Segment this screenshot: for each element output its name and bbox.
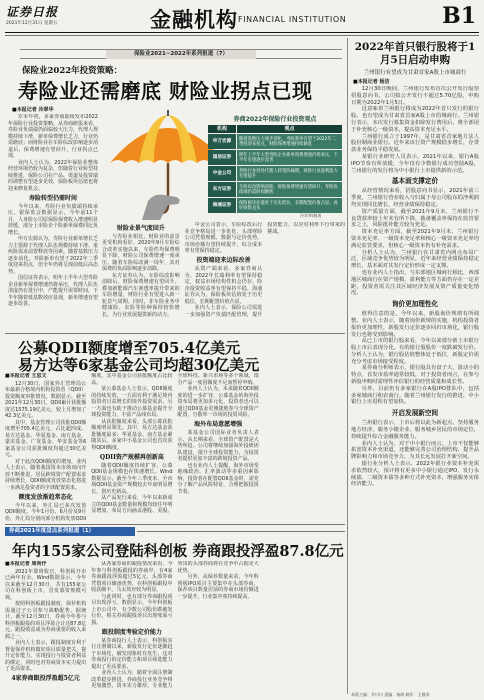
paragraph: 资本充足率方面，截至2021年9月末，兰州银行资本充足率、一级资本充足率和核心一级资本充足率均满足监管要求，但核心一级资本仍有补充需求。 — [351, 229, 479, 249]
newspaper-logo: 证券日报 — [6, 5, 59, 19]
paragraph: 某基金公司国际业务负责人表示，从长期来看，全球资产配置是大势所趋。公司将继续加强海外投研团队建设，提升全球投资能力，为投资者提供更加丰富的跨境投资产品。 — [177, 430, 259, 462]
insurance-body-right — [102, 222, 345, 330]
subheading: 财险业景气度回升 — [116, 224, 165, 232]
paragraph: 东方证券认为，车险综改影响消除后，财险保费增速有望回升，叠加新能源汽车渗透率提升带来的车险增量，财险行业有望进入新一轮景气周期。同时，非车险业务中健康险、农险等险种保持较快增长，为行业发展提供新的动力。 — [102, 272, 180, 318]
series-label: 保险业2021~2022年系列报道（7） — [106, 50, 256, 59]
subheading: 投资端迎来边际改善 — [196, 257, 251, 264]
paragraph: 从产品发行来看，今年以来新成立的QDII基金数量和规模均较往年明显增加，布局方向涵盖港股、美股、全球科技、新兴市场等多个领域，部分产品一度因额度不足而暂停申购。 — [91, 373, 259, 514]
table-credit: 冷翠华/制表 — [300, 213, 322, 218]
masthead-rule-thin — [5, 35, 479, 36]
subheading: 额度发放渐趋常态化 — [18, 493, 73, 501]
kechuang-headline: 年内155家公司登陆科创板 券商跟投浮盈87.8亿元 — [12, 543, 344, 560]
paragraph: 业内人士表示，保险公司需进一步加强资产负债匹配管理，提升投资能力，以应对利率下行带来的挑战。 — [184, 222, 345, 318]
paragraph: 2021年即将收官，科创板开市已两年有余。Wind数据显示，今年以来截至12月30日，共有155家公司在科创板上市，首发募资规模可观。 — [5, 568, 87, 601]
paragraph: 业内人士表示，跟投制度有利于督促保荐机构做好项目质量把关，提升定价能力，实现投行与投资者利益的绑定，同时也对券商资本实力提出了更高要求。 — [5, 640, 87, 672]
opinion-view: 随着基数压力逐步消化，寿险新单有望于2022年二季度迎来拐点，财险保费增速持续修复 — [237, 134, 342, 149]
opinion-row — [208, 150, 342, 165]
opinion-view: 保险板块估值处于历史低位，长期配置价值凸显，看好财险龙头 — [237, 198, 342, 213]
paragraph: 另外，目前仍有多家银行在A股IPO排队中，包括多家城商行和农商行。随着兰州银行发行的推进，中小银行上市进程有望加快。 — [351, 385, 479, 406]
subheading: 跟投制度考验定价能力 — [101, 628, 162, 636]
paragraph: 从资产端来看，多家券商认为，2022年长端利率有望保持稳定，权益市场结构性机会仍存，险企投资收益率有望保持平稳。海通证券认为，保险板块估值处于历史低位，长期配置价值凸显。 — [184, 266, 263, 305]
paragraph: 分析人士认为，兰州银行在甘肃省内网点布局广泛，区域竞争优势较为明显，近年来经营业绩保持稳定增长，基本面对其发行定价形成一定支撑。 — [351, 249, 479, 270]
byline: ■本报记者 王思文 — [5, 373, 47, 379]
kechuang-body — [5, 561, 345, 692]
qdii-body — [5, 373, 345, 522]
opinion-org: 东方证券 — [208, 182, 236, 197]
header-org: 机构 — [208, 125, 236, 133]
opinion-table — [208, 116, 342, 213]
opinion-org: 国信证券 — [208, 150, 236, 165]
article-divider — [5, 333, 345, 334]
paragraph: 资产质量方面，截至2021年9月末，兰州银行不良贷款率较上年末有所下降，拨备覆盖率保持在监管要求之上，风险抵补能力较为充足。 — [351, 208, 479, 229]
opinion-view: 寿险行业仍处代理人转型阵痛期，财险行业盈利能力有望提升 — [237, 166, 342, 181]
bank-subheadline: 兰州银行有望成为甘肃首家A股上市城商行 — [363, 70, 467, 76]
paragraph: 另外，从保荐数量来看，今年科创板IPO项目主要集中在头部券商，保荐项目数量居前的券商市场份额进一步提升，行业集中度持续提高。 — [177, 574, 259, 600]
page-number: B1 — [442, 3, 476, 29]
paragraph: 岁末年初，多家券商陆续发布2022年保险行业投资策略。从券商研报来看，寿险业负债端仍面临较大压力，代理人规模持续下滑，新单保费增长乏力，行业仍需磨底；而财险业在车险综改影响逐步消退后，保费增速有望回升，行业拐点已现。 — [8, 114, 98, 159]
paragraph: 从已上市的银行股来看，今年以来部分新上市银行股上市后表现分化，有的银行股股价一度跌破发行价。分析人士认为，银行股估值整体处于低位，新股定价需充分考虑市场接受程度。 — [351, 338, 479, 365]
subheading: 基本面支撑定价 — [391, 177, 439, 186]
masthead-rule — [5, 32, 479, 33]
paragraph: 从获批额度来看，头部公募获批额度明显领先。其中，易方达基金获批额度最多；华夏基金、南方基金紧随其后。多家中小基金公司也首次获得QDII额度。 — [91, 418, 173, 451]
paragraph: 业内人士认为，2022年保险业整体经营环境仍较为复杂，但随着行业转型持续推进，保险公司在产品、渠道及投资端的调整有望逐步见效，保险板块估值也将迎来修复机会。 — [8, 159, 98, 192]
subheading: 开启发展新空间 — [391, 409, 439, 418]
paragraph: 业内人士认为，随着全面注册制改革稳步推进，券商投行业务竞争将更加激烈，资本实力雄厚、专业能力突出的头部券商将在竞争中占据更大优势。 — [91, 561, 259, 689]
paragraph: 申万宏源认为，寿险行业新单增长乏力主要源于代理人队伍规模持续下滑、重疾险需求前置释放等因素。随着基数压力逐步消化，寿险新单有望于2022年二季度迎来拐点，但全年仍将呈现前低后高态势。 — [8, 236, 98, 275]
banner-rule — [137, 531, 345, 532]
paragraph: 12月30日晚间，兰州银行发布首次公开发行股票招股意向书，公司拟公开发行不超过5.70亿股，申购日期为2022年1月5日。 — [351, 86, 479, 106]
subheading: 询价更加理性化 — [391, 300, 439, 309]
subheading: 4家券商跟投浮盈超5亿元 — [11, 675, 80, 682]
issue-date: 2021年12月31日 星期五 — [6, 21, 58, 26]
paragraph: 业内人士认为，未来随着QDII额度的进一步扩容，公募基金的海外投资布局将更加多元化，投资者也可以通过QDII基金更便捷地参与全球资产配置，分散单一市场的投资风险。 — [177, 386, 259, 418]
opinion-row — [208, 182, 342, 197]
opinion-row — [208, 134, 342, 149]
paragraph: 其中，基金管理公司获批QDII额度增至705.4亿美元，占比超四成。易方达基金、华夏基金、南方基金、嘉实基金、广发基金、华安基金等6家基金公司获批额度均超过30亿美元。 — [5, 419, 87, 458]
qdii-subheadline: 易方达等6家基金公司均超30亿美元 — [18, 356, 260, 374]
paragraph: 某券商分析师表示，银行股具有盘子大、波动小的特点，首发市盈率通常较低，对于投资者而言，在参与新股申购时需理性评估银行的经营质量和成长性。 — [351, 365, 479, 386]
series-banner — [20, 49, 342, 59]
paragraph: 12月30日，国家外汇管理局公布最新合格境内机构投资者（QDII）投资额度审批情况。数据显示，截至2021年12月30日，QDII累计获批额度达1575.19亿美元，较上月增加了42.3亿美元。 — [5, 380, 87, 419]
opinion-org: 中金公司 — [208, 166, 236, 181]
paragraph: 兰州银行成立于1997年，是甘肃省首家地方法人股份制商业银行。近年来该行资产规模稳步增长，存贷款业务保持平稳发展。 — [351, 133, 479, 154]
insurance-byline: ■本报记者 冷翠华 — [12, 107, 54, 113]
opinion-view: 明年上半年大型寿险企业新单保费增速仍将承压，下半年有望逐步改善 — [237, 150, 342, 165]
paragraph: 从经营情况来看，招股意向书显示，2021年前三季度，兰州银行营业收入与归属于母公司股东的净利润均实现同比增长，经营业绩保持稳定。 — [351, 188, 479, 208]
paragraph: 从各家券商的跟投情况来看，今年参与科创板跟投的券商中，有4家券商跟投浮盈超过5亿元，头部券商凭借项目储备优势，在科创板跟投中收获颇丰，马太效应较为明显。 — [91, 561, 173, 593]
paragraph: 值得注意的是，今年以来，新股询价规则有所调整。业内人士表示，随着询价新规的实施，机构投资者报价更加理性，新股发行定价逐步回归市场化，银行股发行也将受到影响。 — [351, 311, 479, 338]
bank-byline: ■本报记者 杨洁 — [353, 79, 390, 85]
opinion-table-body — [208, 134, 342, 213]
opinion-org: 申万宏源 — [208, 134, 236, 149]
opinion-row — [208, 166, 342, 181]
bank-headline: 2022年首只银行股将于1月5日启动申购 — [354, 41, 476, 66]
paragraph: 对于此次QDII额度的增加，业内人士表示，随着我国资本市场双向开放不断推进，居民跨境资产配置需求持续增长，QDII额度发放常态化将进一步满足投资者的全球配置需求。 — [5, 458, 87, 491]
subheading: 海外布局意愿增强 — [194, 421, 243, 428]
paragraph: 今年以来，外汇局已多次发放QDII额度。今年1月份、6月份及9月份，外汇局分别向部分机构发放QDII额度，其中基金公司获批额度占比较高。 — [5, 373, 173, 522]
paragraph: 中金公司表示，车险综改后行业竞争格局进一步优化，头部财险公司凭借规模、数据与定价优势，市场份额有望持续提升，综合成本率有望保持稳定。 — [184, 222, 263, 254]
section-title: 金融机构 — [150, 7, 238, 32]
article-divider — [5, 524, 345, 525]
paragraph: 这意味着兰州银行将成为2022年首只发行的银行股，也有望成为甘肃省首家A股上市的城商行。兰州银行表示，本次发行募集资金扣除发行费用后，将全部用于补充核心一级资本，提高资本充足水平。 — [351, 106, 479, 133]
subheading: 寿险转型仍需时间 — [28, 194, 77, 202]
section-title-en: FINANCIAL INSTITUTION — [238, 15, 347, 24]
paragraph: 兰州银行表示，上市后将以此为新起点，坚持服务地方经济、服务小微企业、服务城乡居民的市场定位，持续提升综合金融服务能力。 — [351, 420, 479, 440]
opinion-org: 海通证券 — [208, 198, 236, 213]
paragraph: 某公募基金人士表示，QDII额度的持续发放，一方面有利于满足境内投资者日益增长的境外投资需求，另一方面也有助于推动公募基金提升全球投资能力，丰富产品线布局。 — [91, 386, 173, 418]
series-banner-brokers: 券商2021年度盘点系列报道（1） — [5, 527, 135, 536]
header-view: 观点 — [237, 125, 342, 133]
paragraph: 随着QDII额度持续扩容，公募QDII基金规模也在快速增长。Wind数据显示，截至今年三季度末，全市场QDII基金资产规模较去年底明显增长，创历史新高。 — [91, 462, 173, 495]
paragraph: 今年以来，寿险行业负债端持续承压。银保监会数据显示，今年前11个月，人身险公司原保险保费收入增速明显放缓，部分上市险企个险新单保费同比负增长。 — [8, 203, 98, 236]
insurance-body-left — [8, 114, 98, 331]
column-divider — [347, 38, 348, 694]
opinion-view: 车险综改影响消除，财险保费增速有望回升，寿险负债端仍需时间磨底 — [237, 182, 342, 197]
hand-icon — [142, 195, 180, 220]
paragraph: 某券商投行人士表示，科创板实行注册制以来，新股发行定价逐渐趋于市场化，破发现象时有发生，这对券商投行的定价能力和项目筛选能力提出了更高要求。 — [91, 637, 173, 670]
page-footer: 本版主编：乔川川 责编：杨萌 制作：王敬涛 — [351, 692, 430, 697]
insurance-headline: 寿险业还需磨底 财险业拐点已现 — [18, 79, 313, 103]
paragraph: 某银行业研究人员表示，2021年以来，银行A股IPO节奏有所放缓，全年仅有少数银行成功登陆A股，兰州银行的发行将为中小银行上市提供新的示范。 — [351, 153, 479, 174]
paragraph: 也有业内人士指出，与东部地区城商行相比，西部地区城商行在资产规模、盈利能力等方面仍存在一定差距，投资者需关注其区域经济发展及资产质量变化情况。 — [351, 269, 479, 297]
paragraph: 与寿险业相比，财险业的前景更受机构看好。2020年9月车险综合改革实施以来，车险件均保费明显下降，财险公司保费增速一度承压。随着车险综改满一周年，其对保费的负面影响逐步消除。 — [102, 233, 180, 272]
paragraph: 按照科创板跟投制度，保荐机构需通过子公司参与战略配售。据统计，截至12月30日，券商今年参与科创板跟投的项目浮盈合计达87.8亿元，跟投收益成为券商重要的收入来源之一。 — [5, 601, 87, 640]
paragraph: 银行业分析人士表示，2022年银行业资本补充需求依然较大，预计将有更多中小银行通过IPO、发行永续债、二级资本债等多种方式补充资本，增强服务实体经济能力。 — [351, 461, 479, 488]
paragraph: 也有业内人士提醒，海外市场受地缘政治、汇率波动等多重因素影响，投资者在配置QDII基金时，需充分了解产品风险特征，合理把握投资节奏。 — [177, 462, 259, 495]
bank-body — [351, 86, 479, 689]
subheading: QDII资产规模再创新高 — [99, 453, 164, 461]
opinion-row — [208, 198, 342, 213]
paragraph: 业内人士认为，对于中小银行而言，上市不仅能够拓宽资本补充渠道，还能够完善公司治理结构，提升品牌影响力和市场竞争力，为其长远发展打开新空间。 — [351, 440, 479, 461]
paragraph: 与此同时，也有部分券商跟投项目出现浮亏。数据显示，今年科创板上市公司中，有少数公司股价跌破发行价，相关券商跟投项目出现账面亏损。 — [91, 593, 173, 626]
opinion-table-title: 券商2022年保险行业投资观点 — [233, 116, 317, 123]
headline-kicker: 保险业2022年投资策略： — [22, 66, 123, 76]
opinion-table-header — [208, 125, 342, 133]
byline: ■本报记者 周尚伃 — [5, 561, 47, 567]
qdii-headline: 公募QDII额度增至705.4亿美元 — [18, 339, 241, 357]
paragraph: 国信证券表示，明年上半年大型寿险企业新单保费增速仍将承压，代理人队伍清虚仍在进行中，产能提升需要时间，下半年随着低基数效应显现，新单增速有望逐步改善。 — [8, 275, 98, 307]
